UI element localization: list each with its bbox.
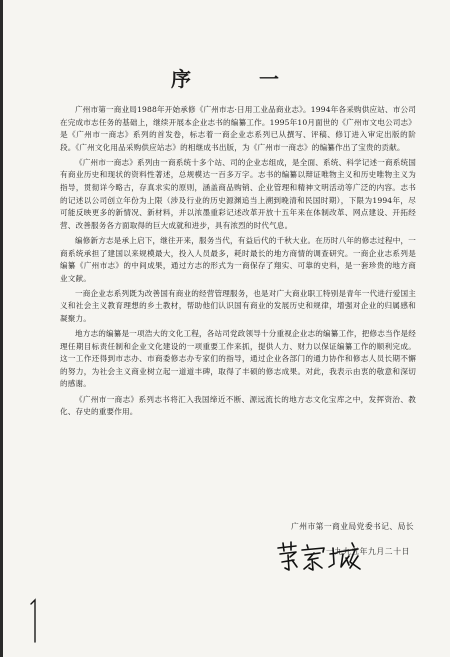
paragraph: 地方志的编纂是一项浩大的文化工程，各站司党政领导十分重视企业志的编纂工作，把修志当作是经理任期目标责任制和企业文化建设的一项重要工作来抓，提供人力、财力以保证编纂工作的顺利完成。这一工作还得到市志办、市商委修志办专家们的指导，通过企业各部门的通力协作和修志人员长期不懈的努力，为社会主义商业树立起一道道丰碑，取得了丰硕的修志成果。对此，我表示由衷的敬意和深切的感谢。 xyxy=(60,329,416,389)
paragraph: 编修新方志是承上启下，继往开来，服务当代，有益后代的千秋大业。在历时八年的修志过程中，一商系统承担了建国以来规模最大，投入人员最多，耗时最长的地方商情的调查研究。一商企业志系列是编纂《广州市志》的中间成果，通过方志的形式为一商保存了翔实、可靠的史料，是一套珍贵的地方商业文献。 xyxy=(60,235,416,283)
signature-date: 一九九五年九月二十日 xyxy=(326,547,410,556)
preface-body xyxy=(60,104,416,421)
signatory-title: 广州市第一商业局党委书记、局长 xyxy=(291,522,414,531)
handwritten-signature xyxy=(270,538,370,578)
paragraph: 一商企业志系列既为改善国有商业的经营管理服务，也是对广大商业职工特别是青年一代进行爱国主义和社会主义教育理想的乡土教材，帮助他们认识国有商业的发展历史和规律，增强对企业的归属感和凝聚力。 xyxy=(60,288,416,323)
paragraph: 《广州市一商志》系列志书将汇入我国缔近不断、源远流长的地方志文化宝库之中，发挥资治、教化、存史的重要作用。 xyxy=(60,394,416,417)
paragraph: 《广州市一商志》系列由一商系统十多个站、司的企业志组成，是全面、系统、科学记述一商系统国有商业历史和现状的资料性著述，总规模达一百多万字。志书的编纂以辩证唯物主义和历史唯物主义为指导，贯彻详今略古，存真求实的原则，涵盖商品购销、企业管理和精神文明活动等广泛的内容。志书的记述以公司创立年份为上限（涉及行业的历史源渊追当上溯到晚清和民国时期），下限为1994年，尽可能反映更多的新情况、新材料，并以浓墨重彩记述改革开放十五年来在体制改革、网点建设、开拓经营、改善服务各方面取得的巨大成就和进步，具有浓烈的时代气息。 xyxy=(60,157,416,230)
handwritten-page-number xyxy=(28,598,42,644)
paragraph: 广州市第一商业局1988年开始承修《广州市志·日用工业品商业志》。1994年各采购供应站、市公司在完成市志任务的基础上，继续开展本企业志书的编纂工作。1995年10月面世的《广州市文电公司志》是《广州市一商志》系列的首发卷，标志着一商企业志系列已从撰写、评稿、修订进入审定出版的阶段。《广州文化用品采购供应站志》的相继成书出版，为《广州市一商志》的编纂作出了宝贵的贡献。 xyxy=(60,105,416,152)
document-title: 序 一 xyxy=(171,67,303,91)
